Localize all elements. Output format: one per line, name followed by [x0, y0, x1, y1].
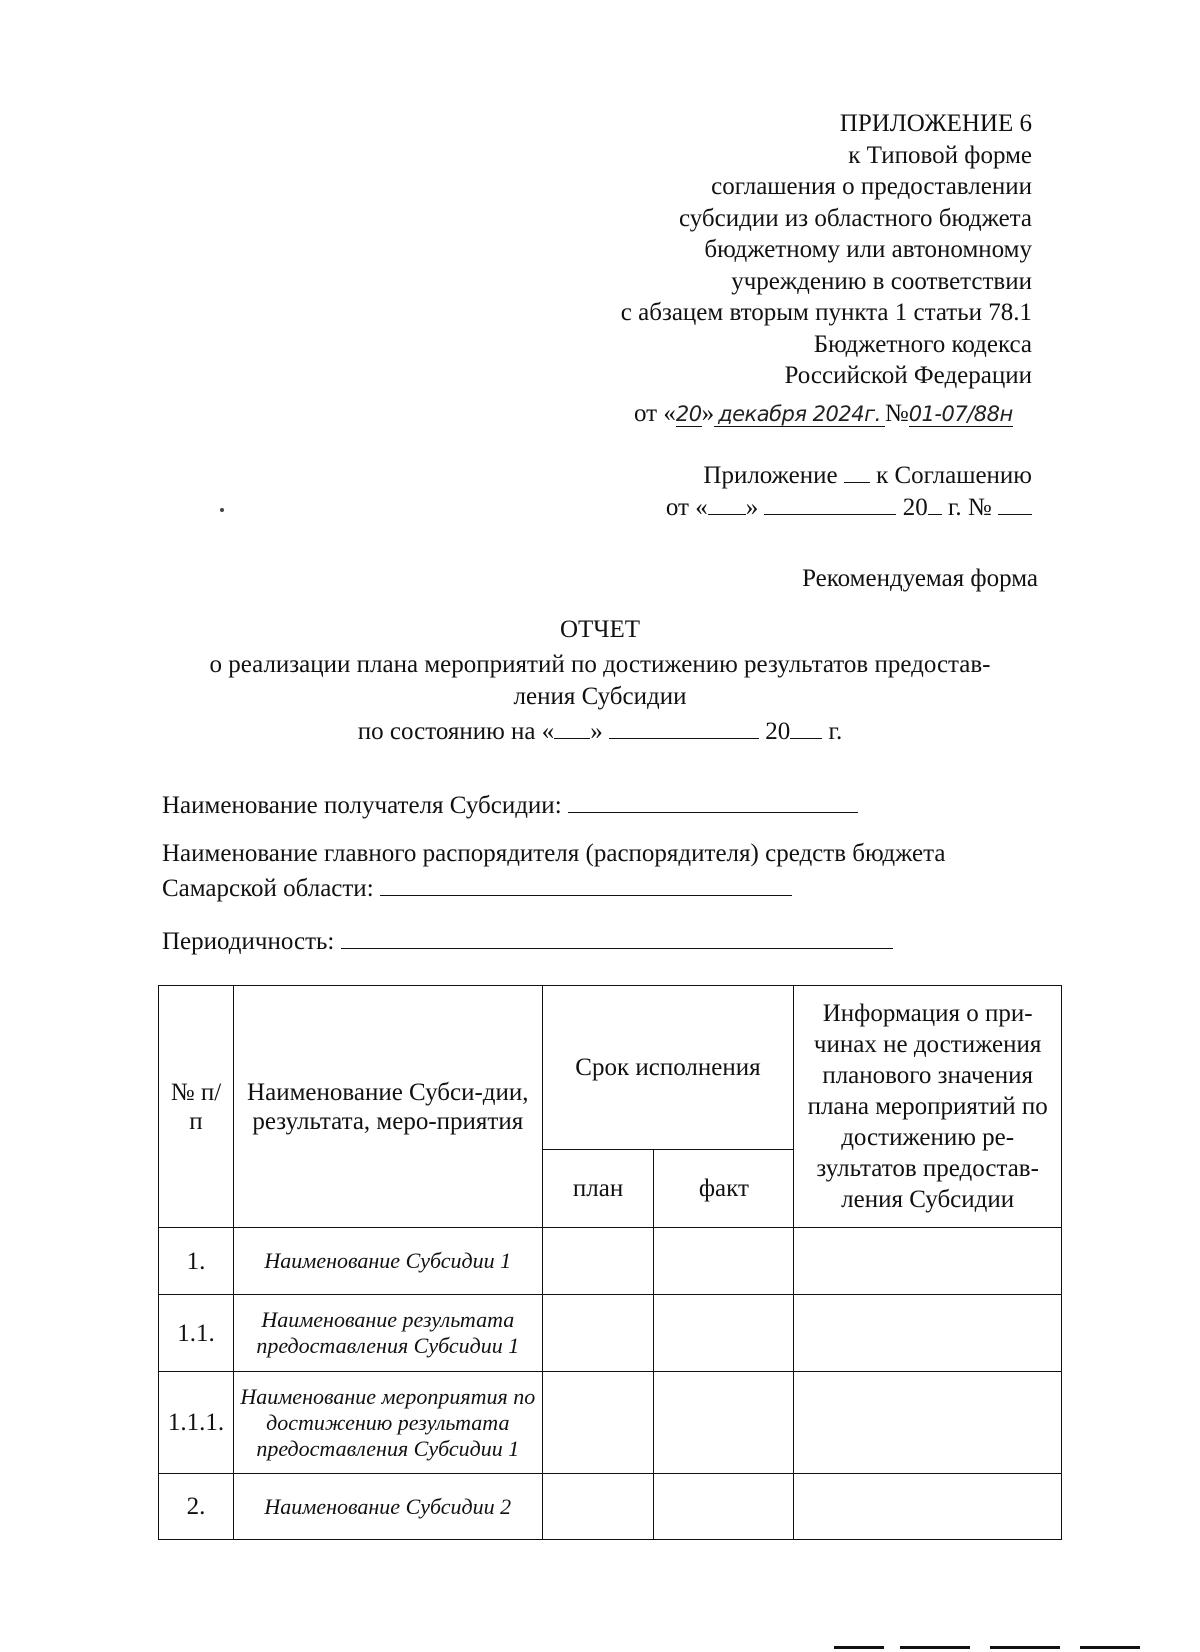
header-block	[621, 108, 1032, 392]
row-name: Наименование результата предоставления Субсидии 1	[233, 1295, 542, 1372]
appendix-label: Приложение	[703, 462, 838, 489]
header-line: учреждению в соответствии	[731, 267, 1032, 295]
cell-info	[794, 1228, 1062, 1295]
header-line: к Типовой форме	[848, 141, 1032, 169]
header-num: № п/п	[159, 986, 234, 1228]
header-line: Бюджетного кодекса	[813, 330, 1032, 358]
report-table	[158, 985, 1062, 1540]
scan-edge-mark	[900, 1646, 970, 1649]
row-name: Наименование мероприятия по достижению результата предоставления Субсидии 1	[233, 1372, 542, 1474]
cell-fact	[654, 1474, 794, 1540]
cell-fact	[654, 1295, 794, 1372]
scan-speck	[220, 508, 224, 512]
cell-plan	[542, 1295, 654, 1372]
header-line: субсидии из областного бюджета	[678, 204, 1032, 232]
recipient-field	[162, 790, 858, 820]
report-title: ОТЧЕТ	[559, 616, 641, 643]
row-num: 1.1.	[159, 1295, 234, 1372]
as-of-mid: »	[590, 718, 603, 745]
scan-edge-mark	[990, 1646, 1060, 1649]
appendix-month-blank	[764, 492, 896, 515]
scan-edge-mark	[1080, 1646, 1140, 1649]
row-num: 1.	[159, 1228, 234, 1295]
periodicity-label: Периодичность:	[162, 928, 335, 955]
appendix-agreement-label: к Соглашению	[876, 462, 1032, 489]
appendix-date-mid: »	[745, 494, 759, 521]
date-prefix: от «	[634, 400, 676, 427]
cell-fact	[654, 1228, 794, 1295]
appendix-line-2	[666, 492, 1032, 522]
header-plan: план	[542, 1150, 654, 1228]
header-fact: факт	[654, 1150, 794, 1228]
appendix-line-1	[703, 460, 1032, 490]
cell-info	[794, 1372, 1062, 1474]
header-line: бюджетному или автономному	[704, 236, 1032, 263]
table-row	[159, 1474, 1062, 1540]
row-num: 1.1.1.	[159, 1372, 234, 1474]
table-row	[159, 1228, 1062, 1295]
distributor-label: Самарской области:	[162, 875, 374, 902]
appendix-year-prefix: 20	[902, 494, 928, 521]
header-line: с абзацем вторым пункта 1 статьи 78.1	[620, 299, 1032, 326]
header-line: Российской Федерации	[784, 362, 1032, 389]
as-of-prefix: по состоянию на «	[357, 718, 555, 745]
distributor-field-line-1: Наименование главного распорядителя (распорядителя) средств бюджета	[162, 840, 946, 867]
date-mid: »	[701, 400, 715, 427]
recipient-label: Наименование получателя Субсидии:	[162, 792, 562, 819]
header-term: Срок исполнения	[542, 986, 794, 1150]
cell-plan	[542, 1228, 654, 1295]
header-info: Информация о при-чинах не достижения планового значения плана мероприятий по достижению ре-зультатов предостав-ления Субсидии	[794, 986, 1062, 1228]
appendix-number-blank-2	[998, 492, 1032, 515]
recommended-form-label: Рекомендуемая форма	[802, 565, 1038, 592]
appendix-date-prefix: от «	[665, 494, 708, 521]
as-of-year-prefix: 20	[765, 718, 791, 745]
table-row	[159, 1295, 1062, 1372]
header-title: ПРИЛОЖЕНИЕ 6	[839, 110, 1032, 137]
appendix-no-label: г. №	[947, 494, 992, 521]
row-num: 2.	[159, 1474, 234, 1540]
appendix-number-blank	[844, 460, 870, 483]
distributor-field-line-2	[162, 873, 792, 903]
date-day-handwritten: 20	[675, 402, 702, 426]
scan-edge-mark	[834, 1646, 884, 1649]
as-of-month-blank	[609, 716, 759, 739]
header-name: Наименование Субси-дии, результата, меро-приятия	[233, 986, 542, 1228]
row-name: Наименование Субсидии 2	[233, 1474, 542, 1540]
row-name: Наименование Субсидии 1	[233, 1228, 542, 1295]
report-as-of-line	[0, 716, 1200, 746]
as-of-day-blank	[554, 716, 590, 739]
header-line: соглашения о предоставлении	[711, 173, 1032, 200]
periodicity-field	[162, 926, 893, 956]
periodicity-blank	[341, 926, 893, 949]
date-no-sign: №	[884, 400, 909, 427]
appendix-day-blank	[708, 492, 746, 515]
report-subtitle-1: о реализации плана мероприятий по достижению результатов предостав-	[209, 651, 991, 678]
appendix-year-blank	[928, 492, 942, 515]
as-of-year-suffix: г.	[828, 718, 843, 745]
order-number-handwritten: 01-07/88н	[908, 402, 1013, 426]
cell-fact	[654, 1372, 794, 1474]
date-month-handwritten: декабря 2024г.	[714, 402, 885, 427]
recipient-blank	[568, 790, 858, 813]
table-row	[159, 1372, 1062, 1474]
distributor-blank	[380, 873, 792, 896]
cell-plan	[542, 1474, 654, 1540]
report-subtitle-2: ления Субсидии	[513, 683, 687, 710]
order-date-line	[634, 400, 1013, 428]
cell-info	[794, 1295, 1062, 1372]
cell-info	[794, 1474, 1062, 1540]
as-of-year-blank	[790, 716, 822, 739]
cell-plan	[542, 1372, 654, 1474]
